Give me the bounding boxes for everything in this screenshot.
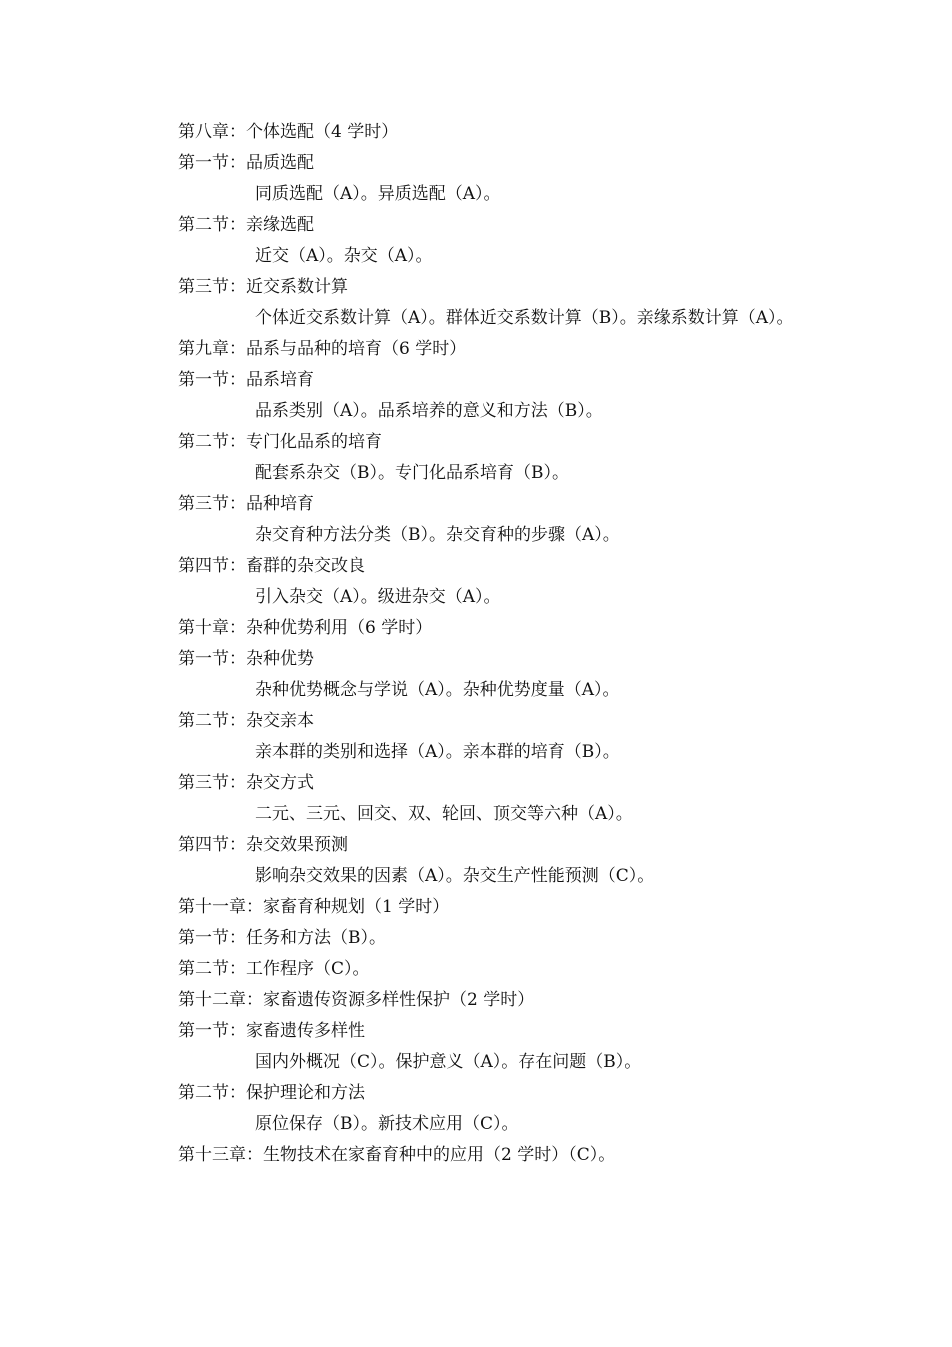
- section-content: 国内外概况（C）。保护意义（A）。存在问题（B）。: [255, 1052, 642, 1072]
- section-heading: 第二节：工作程序（C）。: [178, 959, 370, 979]
- section-content: 亲本群的类别和选择（A）。亲本群的培育（B）。: [255, 742, 620, 762]
- section-heading: 第一节：任务和方法（B）。: [178, 928, 386, 948]
- section-content: 影响杂交效果的因素（A）。杂交生产性能预测（C）。: [255, 866, 655, 886]
- section-heading: 第一节：家畜遗传多样性: [178, 1021, 365, 1041]
- chapter-10-heading: 第十章：杂种优势利用（6 学时）: [178, 618, 433, 638]
- document-body: [178, 117, 878, 1171]
- section-content: 个体近交系数计算（A）。群体近交系数计算（B）。亲缘系数计算（A）。: [255, 308, 794, 328]
- section-content: 原位保存（B）。新技术应用（C）。: [255, 1114, 519, 1134]
- section-heading: 第三节：品种培育: [178, 494, 314, 514]
- section-heading: 第三节：杂交方式: [178, 773, 314, 793]
- section-content: 二元、三元、回交、双、轮回、顶交等六种（A）。: [255, 804, 633, 824]
- section-heading: 第一节：品质选配: [178, 153, 314, 173]
- section-heading: 第二节：亲缘选配: [178, 215, 314, 235]
- section-heading: 第一节：品系培育: [178, 370, 314, 390]
- section-heading: 第一节：杂种优势: [178, 649, 314, 669]
- section-content: 近交（A）。杂交（A）。: [255, 246, 433, 266]
- section-content: 杂种优势概念与学说（A）。杂种优势度量（A）。: [255, 680, 620, 700]
- chapter-13-heading: 第十三章：生物技术在家畜育种中的应用（2 学时）（C）。: [178, 1145, 616, 1165]
- section-content: 引入杂交（A）。级进杂交（A）。: [255, 587, 501, 607]
- section-content: 杂交育种方法分类（B）。杂交育种的步骤（A）。: [255, 525, 620, 545]
- chapter-8-heading: 第八章：个体选配（4 学时）: [178, 122, 399, 142]
- chapter-9-heading: 第九章：品系与品种的培育（6 学时）: [178, 339, 467, 359]
- section-content: 配套系杂交（B）。专门化品系培育（B）。: [255, 463, 569, 483]
- section-heading: 第四节：畜群的杂交改良: [178, 556, 365, 576]
- chapter-12-heading: 第十二章：家畜遗传资源多样性保护（2 学时）: [178, 990, 535, 1010]
- chapter-11-heading: 第十一章：家畜育种规划（1 学时）: [178, 897, 450, 917]
- section-heading: 第二节：专门化品系的培育: [178, 432, 382, 452]
- section-heading: 第三节：近交系数计算: [178, 277, 348, 297]
- section-heading: 第二节：保护理论和方法: [178, 1083, 365, 1103]
- section-heading: 第二节：杂交亲本: [178, 711, 314, 731]
- section-content: 品系类别（A）。品系培养的意义和方法（B）。: [255, 401, 603, 421]
- section-content: 同质选配（A）。异质选配（A）。: [255, 184, 501, 204]
- section-heading: 第四节：杂交效果预测: [178, 835, 348, 855]
